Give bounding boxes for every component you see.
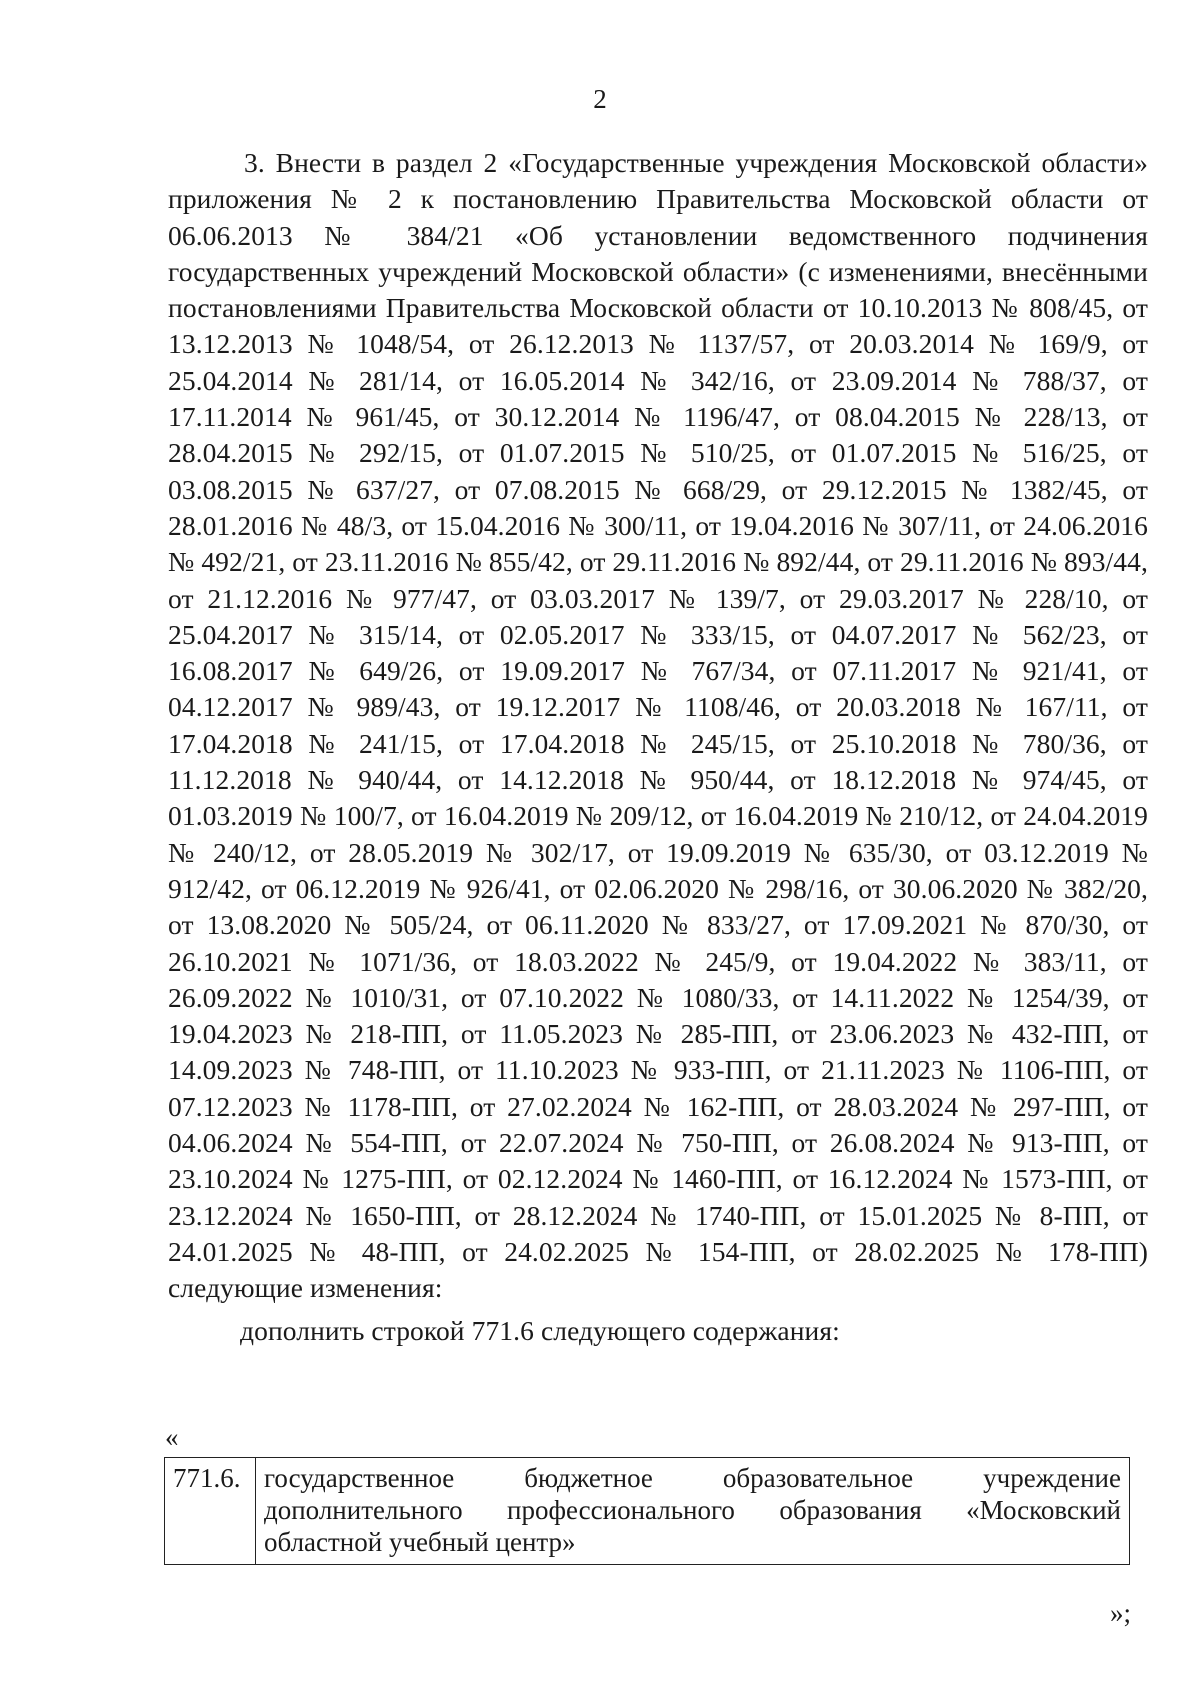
document-body <box>168 145 1148 1349</box>
opening-quote: « <box>165 1422 179 1452</box>
closing-quote: »; <box>1110 1598 1132 1628</box>
row-description-cell: государственное бюджетное образовательное учреждение дополнительного профессионального образования «Московский областной учебный центр» <box>256 1458 1130 1565</box>
paragraph-add-row: дополнить строкой 771.6 следующего содержания: <box>240 1314 840 1346</box>
row-number-cell: 771.6. <box>165 1458 256 1565</box>
paragraph-amendment: 3. Внести в раздел 2 «Государственные учреждения Московской области» приложения № 2 к постановлению Правительства Московской области от 06.06.2013 № 384/21 «Об установлении ведомственного подчинения государственных учреждений Московской области» (с изменениями, внесёнными постановлениями Правительства Московской области от 10.10.2013 № 808/45, от 13.12.2013 № 1048/54, от 26.12.2013 № 1137/57, от 20.03.2014 № 169/9, от 25.04.2014 № 281/14, от 16.05.2014 № 342/16, от 23.09.2014 № 788/37, от 17.11.2014 № 961/45, от 30.12.2014 № 1196/47, от 08.04.2015 № 228/13, от 28.04.2015 № 292/15, от 01.07.2015 № 510/25, от 01.07.2015 № 516/25, от 03.08.2015 № 637/27, от 07.08.2015 № 668/29, от 29.12.2015 № 1382/45, от 28.01.2016 № 48/3, от 15.04.2016 № 300/11, от 19.04.2016 № 307/11, от 24.06.2016 № 492/21, от 23.11.2016 № 855/42, от 29.11.2016 № 892/44, от 29.11.2016 № 893/44, от 21.12.2016 № 977/47, от 03.03.2017 № 139/7, от 29.03.2017 № 228/10, от 25.04.2017 № 315/14, от 02.05.2017 № 333/15, от 04.07.2017 № 562/23, от 16.08.2017 № 649/26, от 19.09.2017 № 767/34, от 07.11.2017 № 921/41, от 04.12.2017 № 989/43, от 19.12.2017 № 1108/46, от 20.03.2018 № 167/11, от 17.04.2018 № 241/15, от 17.04.2018 № 245/15, от 25.10.2018 № 780/36, от 11.12.2018 № 940/44, от 14.12.2018 № 950/44, от 18.12.2018 № 974/45, от 01.03.2019 № 100/7, от 16.04.2019 № 209/12, от 16.04.2019 № 210/12, от 24.04.2019 № 240/12, от 28.05.2019 № 302/17, от 19.09.2019 № 635/30, от 03.12.2019 № 912/42, от 06.12.2019 № 926/41, от 02.06.2020 № 298/16, от 30.06.2020 № 382/20, от 13.08.2020 № 505/24, от 06.11.2020 № 833/27, от 17.09.2021 № 870/30, от 26.10.2021 № 1071/36, от 18.03.2022 № 245/9, от 19.04.2022 № 383/11, от 26.09.2022 № 1010/31, от 07.10.2022 № 1080/33, от 14.11.2022 № 1254/39, от 19.04.2023 № 218-ПП, от 11.05.2023 № 285-ПП, от 23.06.2023 № 432-ПП, от 14.09.2023 № 748-ПП, от 11.10.2023 № 933-ПП, от 21.11.2023 № 1106-ПП, от 07.12.2023 № 1178-ПП, от 27.02.2024 № 162-ПП, от 28.03.2024 № 297-ПП, от 04.06.2024 № 554-ПП, от 22.07.2024 № 750-ПП, от 26.08.2024 № 913-ПП, от 23.10.2024 № 1275-ПП, от 02.12.2024 № 1460-ПП, от 16.12.2024 № 1573-ПП, от 23.12.2024 № 1650-ПП, от 28.12.2024 № 1740-ПП, от 15.01.2025 № 8-ПП, от 24.01.2025 № 48-ПП, от 24.02.2025 № 154-ПП, от 28.02.2025 № 178-ПП) следующие изменения: <box>168 147 1148 1304</box>
table-row <box>165 1458 1130 1565</box>
page-number: 2 <box>593 84 607 114</box>
added-row-table <box>164 1457 1130 1565</box>
